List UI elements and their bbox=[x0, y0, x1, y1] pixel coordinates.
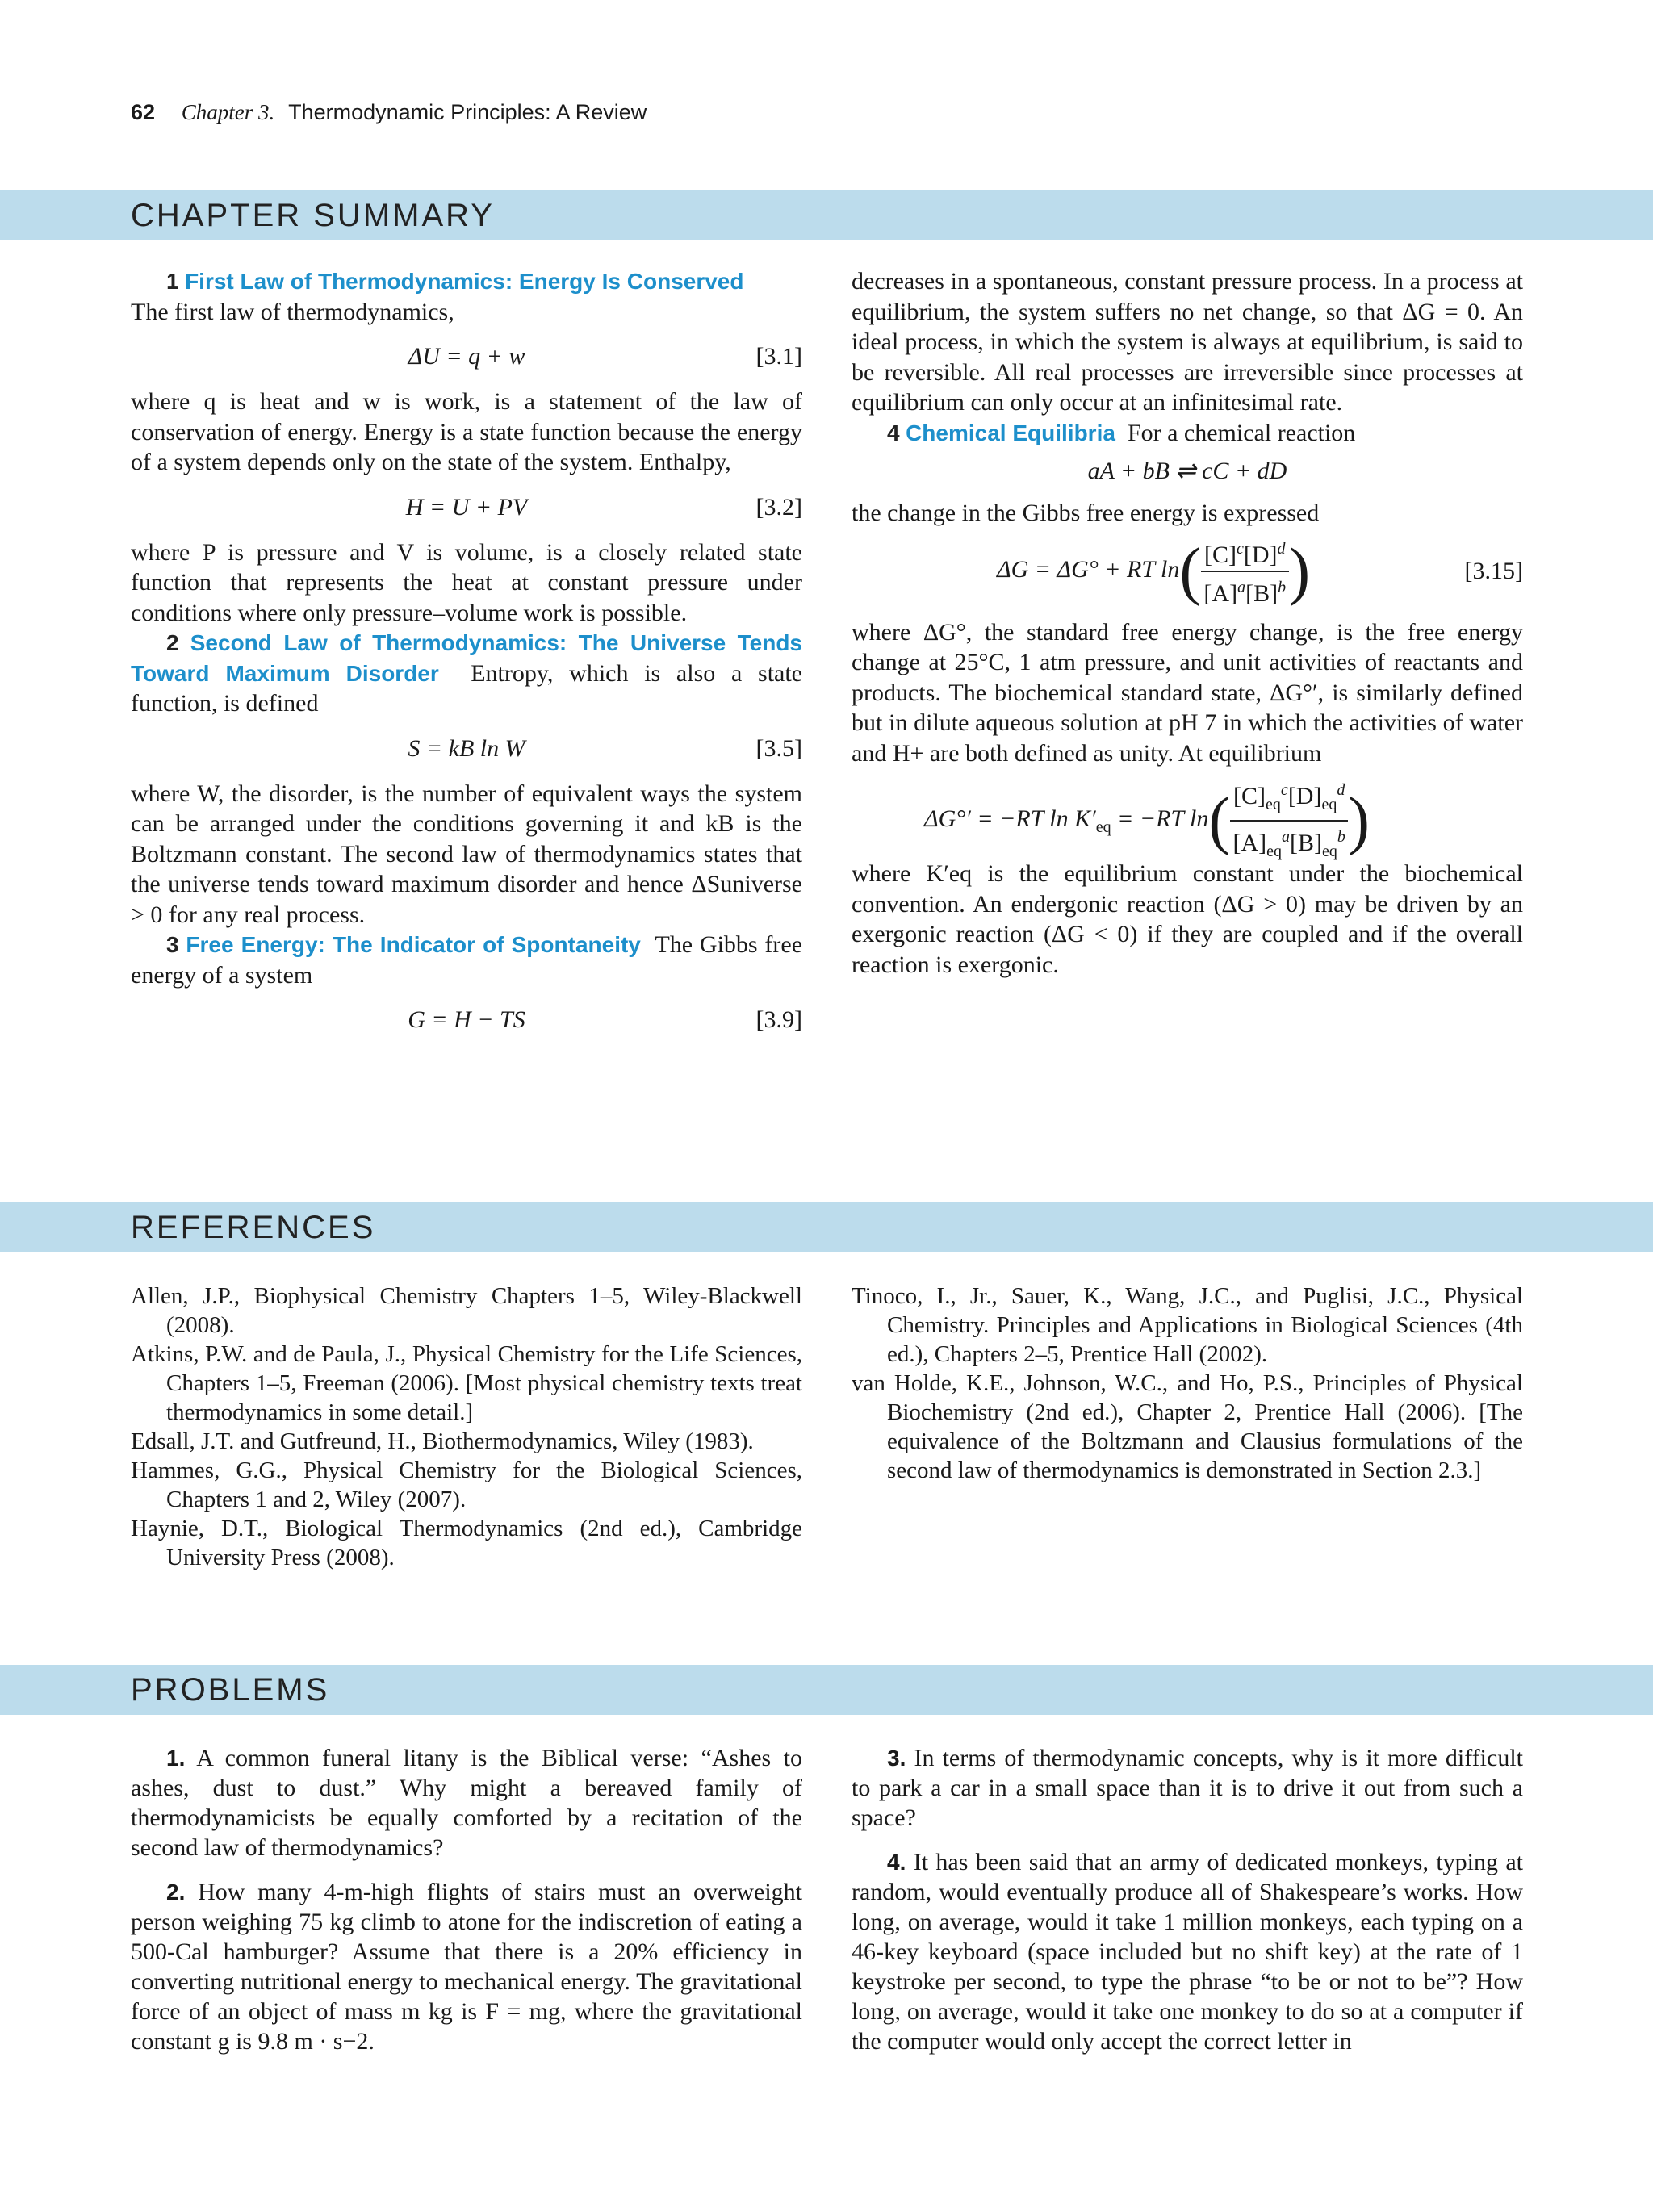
s4-intro: For a chemical reaction bbox=[1127, 419, 1356, 446]
s1-body2: where P is pressure and V is volume, is a closely related state function that represents the heat at constant pressure under conditions where only pressure–volume work is possible. bbox=[131, 538, 802, 626]
s1-title: First Law of Thermodynamics: Energy Is Conserved bbox=[185, 269, 744, 294]
chapter-label: Chapter 3. bbox=[181, 100, 275, 124]
references-heading: REFERENCES bbox=[131, 1210, 376, 1245]
problem-3 bbox=[852, 1743, 1523, 1833]
s2-intro: Entropy, which is also a state function, is defined bbox=[131, 659, 802, 717]
equation-3-9-number: [3.9] bbox=[755, 1006, 802, 1033]
s4-body: the change in the Gibbs free energy is expressed bbox=[852, 500, 1320, 526]
reference-item: Haynie, D.T., Biological Thermodynamics (2nd ed.), Cambridge University Press (2008). bbox=[131, 1516, 802, 1570]
reference-item: Atkins, P.W. and de Paula, J., Physical Chemistry for the Life Sciences, Chapters 1–5, Freeman (2006). [Most physical chemistry texts treat thermodynamics in some detail.] bbox=[131, 1341, 802, 1425]
equation-3-2 bbox=[131, 478, 802, 537]
problem-4-number: 4. bbox=[887, 1850, 906, 1875]
summary-right-column bbox=[852, 266, 1523, 980]
running-head bbox=[131, 100, 647, 125]
reaction-equation bbox=[852, 448, 1523, 498]
equation-3-1-number: [3.1] bbox=[755, 343, 802, 370]
problems-heading: PROBLEMS bbox=[131, 1672, 330, 1708]
s3-number: 3 bbox=[166, 932, 179, 957]
equation-3-9-formula: G = H − TS bbox=[408, 1006, 525, 1033]
s1-heading-para bbox=[131, 266, 802, 297]
problem-4-text: It has been said that an army of dedicated monkeys, typing at random, would eventually produce all of Shakespeare’s works. How long, on average, would it take 1 million monkeys, each typing on a 46-key keyboard (space included but no shift key) at the rate of 1 keystroke per second, to type the phrase “to be or not to be”? How long, on average, would it take one monkey to do so at a computer if the computer would only accept the correct letter in bbox=[852, 1849, 1524, 2055]
problem-2 bbox=[131, 1877, 802, 2056]
chapter-title: Thermodynamic Principles: A Review bbox=[288, 100, 647, 124]
s4-title: Chemical Equilibria bbox=[906, 420, 1115, 445]
problem-1 bbox=[131, 1743, 802, 1863]
s2-title: Second Law of Thermodynamics: The Universe Tends Toward Maximum Disorder bbox=[131, 630, 803, 686]
problem-3-number: 3. bbox=[887, 1746, 906, 1771]
s4-body3: where K′eq is the equilibrium constant under the biochemical convention. An endergonic reaction (ΔG > 0) may be driven by an exergonic reaction (ΔG < 0) if they are coupled and if the overall reaction is exergonic. bbox=[852, 860, 1523, 978]
problem-2-text: How many 4-m-high flights of stairs must an overweight person weighing 75 kg climb to atone for the indiscretion of eating a 500-Cal hamburger? Assume that there is a 20% efficiency in converting nutritional energy to mechanical energy. The gravitational force of an object of mass m kg is F = mg, where the gravitational constant g is 9.8 m · s−2. bbox=[131, 1879, 803, 2055]
equation-3-5 bbox=[131, 719, 802, 779]
reference-item: Allen, J.P., Biophysical Chemistry Chapters 1–5, Wiley-Blackwell (2008). bbox=[131, 1283, 802, 1338]
equilibrium-formula: ΔG°′ = −RT $\ln K'_{eq} = -RT$ ln( $\frac{[C]_{eq}^c[D]_{eq}^d}{[A]_{eq}^a[B]_{eq}^b}$ ) bbox=[924, 775, 1370, 867]
s2-number: 2 bbox=[166, 630, 179, 655]
equation-3-9 bbox=[131, 990, 802, 1050]
s2-body: where W, the disorder, is the number of equivalent ways the system can be arranged under the conditions governing it and kB is the Boltzmann constant. The second law of thermodynamics states that the universe tends toward maximum disorder and hence ΔSuniverse > 0 for any real process. bbox=[131, 780, 802, 928]
s2-para bbox=[131, 628, 802, 719]
summary-heading: CHAPTER SUMMARY bbox=[131, 198, 495, 233]
s4-body2: where ΔG°, the standard free energy change, is the free energy change at 25°C, 1 atm pressure, and unit activities of reactants and products. The biochemical standard state, ΔG°′, is similarly defined but in dilute aqueous solution at pH 7 in which the activities of water and H+ are both defined as unity. At equilibrium bbox=[852, 618, 1523, 767]
equation-3-15 bbox=[852, 529, 1523, 617]
reference-item: Hammes, G.G., Physical Chemistry for the Biological Sciences, Chapters 1 and 2, Wiley (2007). bbox=[131, 1457, 802, 1512]
equation-3-1-formula: ΔU = q + w bbox=[408, 343, 525, 370]
s3-intro: The Gibbs free energy of a system bbox=[131, 931, 803, 989]
references-left-column bbox=[131, 1282, 802, 1572]
equation-3-15-number: [3.15] bbox=[1464, 557, 1523, 584]
problem-1-text: A common funeral litany is the Biblical verse: “Ashes to ashes, dust to dust.” Why might a bereaved family of thermodynamicists be equally comforted by a recitation of the second law of thermodynamics? bbox=[131, 1745, 802, 1861]
s1-number: 1 bbox=[166, 269, 179, 294]
problem-4 bbox=[852, 1847, 1523, 2056]
equilibrium-fraction: $\frac{[C]_{eq}^c[D]_{eq}^d}{[A]_{eq}^a[B]_{eq}^b}$ bbox=[1230, 775, 1348, 867]
equation-3-5-number: [3.5] bbox=[755, 734, 802, 762]
s4-para bbox=[852, 418, 1523, 449]
problem-3-text: In terms of thermodynamic concepts, why is it more difficult to park a car in a small space than it is to drive it out from such a space? bbox=[852, 1745, 1523, 1831]
s4-number: 4 bbox=[887, 420, 900, 445]
s3-para bbox=[131, 930, 802, 990]
equilibrium-equation bbox=[852, 768, 1523, 859]
reference-item: van Holde, K.E., Johnson, W.C., and Ho, P.S., Principles of Physical Biochemistry (2nd ed.), Chapter 2, Prentice Hall (2006). [The equivalence of the Boltzmann and Clausius formulations of the second law of thermodynamics is demonstrated in Section 2.3.] bbox=[852, 1370, 1523, 1483]
equation-3-1 bbox=[131, 327, 802, 387]
problem-1-number: 1. bbox=[166, 1746, 186, 1771]
summary-left-column bbox=[131, 266, 802, 1050]
equation-3-5-formula: S = kB ln W bbox=[408, 734, 525, 762]
problem-2-number: 2. bbox=[166, 1880, 186, 1905]
equation-3-15-formula: ΔG = ΔG° + RT ln( $\frac{[C]^c[D]^d}{[A]^a[B]^b}$ ) bbox=[997, 533, 1310, 609]
reference-item: Tinoco, I., Jr., Sauer, K., Wang, J.C., and Puglisi, J.C., Physical Chemistry. Principles and Applications in Biological Sciences (4th ed.), Chapters 2–5, Prentice Hall (2002). bbox=[852, 1283, 1523, 1367]
equation-3-15-fraction: $\frac{[C]^c[D]^d}{[A]^a[B]^b}$ bbox=[1201, 533, 1289, 609]
equation-3-2-formula: H = U + PV bbox=[405, 493, 528, 521]
problems-left-column bbox=[131, 1743, 802, 2071]
s1-body: where q is heat and w is work, is a statement of the law of conservation of energy. Energy is a state function because the energy of a system depends only on the state of the system. Enthalpy, bbox=[131, 388, 802, 475]
reference-item: Edsall, J.T. and Gutfreund, H., Biothermodynamics, Wiley (1983). bbox=[131, 1428, 754, 1454]
equation-3-2-number: [3.2] bbox=[755, 493, 802, 521]
s3-title: Free Energy: The Indicator of Spontaneity bbox=[186, 932, 641, 957]
page-number: 62 bbox=[131, 100, 156, 124]
reaction-formula: aA + bB ⇌ cC + dD bbox=[1087, 458, 1287, 484]
references-right-column bbox=[852, 1282, 1523, 1485]
s3-body: decreases in a spontaneous, constant pressure process. In a process at equilibrium, the system suffers no net change, so that ΔG = 0. An ideal process, in which the system is always at equilibrium, is said to be reversible. All real processes are irreversible since processes at equilibrium can only occur at an infinitesimal rate. bbox=[852, 268, 1523, 416]
s1-intro: The first law of thermodynamics, bbox=[131, 298, 454, 325]
problems-right-column bbox=[852, 1743, 1523, 2071]
